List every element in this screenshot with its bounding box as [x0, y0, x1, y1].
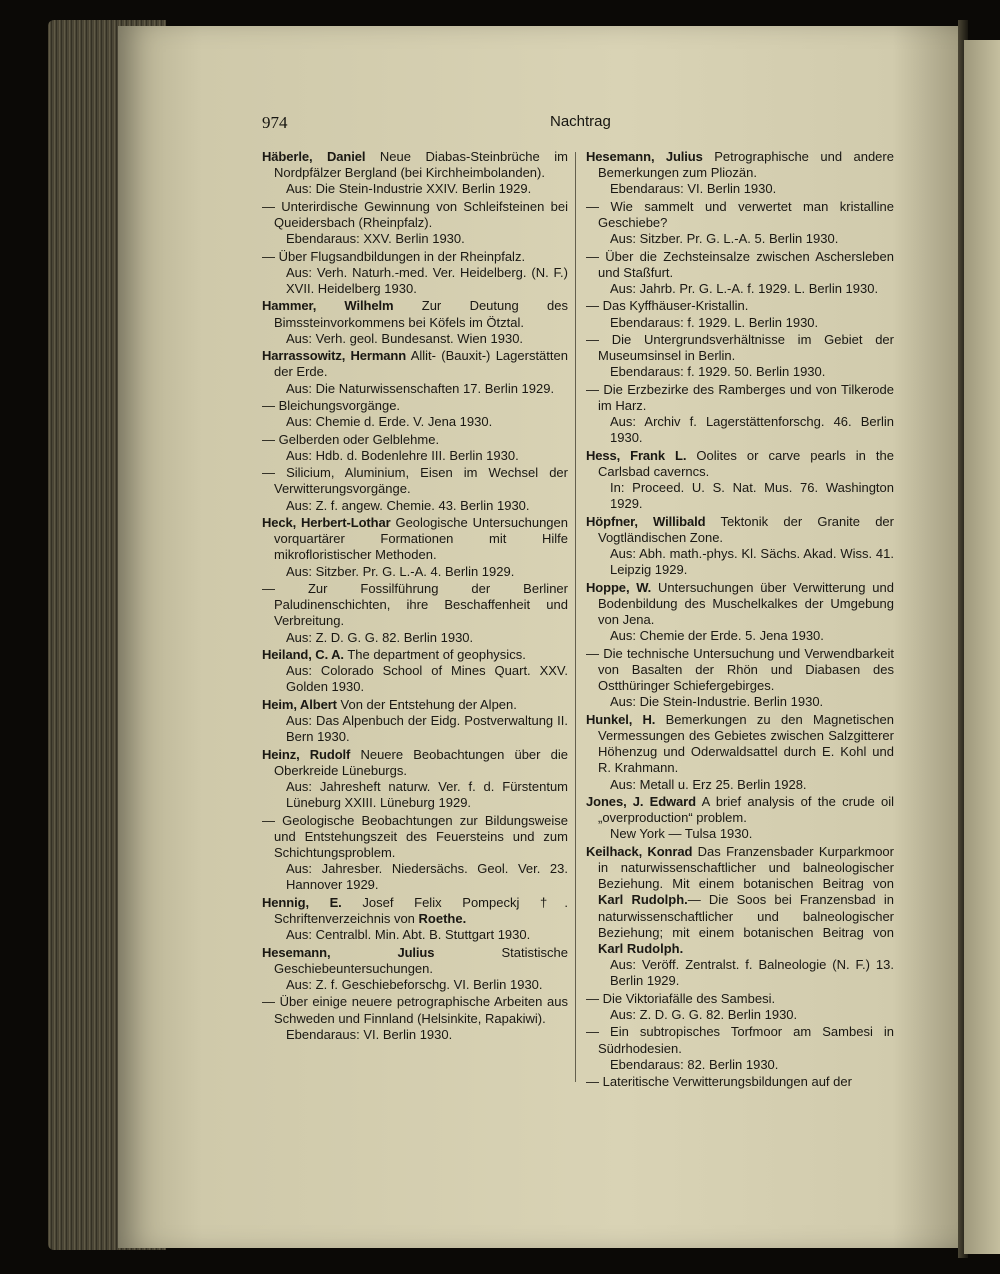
- bibliography-entry: [262, 747, 568, 812]
- bibliography-entry: [586, 844, 894, 990]
- entry-source: Aus: Sitzber. Pr. G. L.-A. 5. Berlin 1930.: [610, 231, 839, 247]
- page-number: 974: [262, 113, 288, 132]
- entry-author: Hesemann, Julius: [262, 944, 435, 960]
- entry-dash: —: [586, 645, 599, 661]
- entry-author: Hunkel, H.: [586, 711, 656, 727]
- bibliography-entry: [586, 580, 894, 645]
- entry-dash: —: [586, 1074, 599, 1090]
- page-header: [262, 113, 902, 137]
- entry-dash: —: [262, 580, 275, 596]
- entry-source: Ebendaraus: 82. Berlin 1930.: [610, 1056, 779, 1072]
- entry-source: Aus: Jahresber. Niedersächs. Geol. Ver. 23. Hannover 1929.: [286, 861, 568, 893]
- entry-source: Ebendaraus: VI. Berlin 1930.: [610, 181, 777, 197]
- entry-title: Geologische Beobachtungen zur Bildungsweise und Entstehungszeit des Feuersteins und zum Schichtungsproblem.: [274, 812, 568, 860]
- entry-dash: —: [262, 397, 275, 413]
- entry-title: Die technische Untersuchung und Verwendbarkeit von Basalten der Rhön und Diabasen des Ostthüringer Schiefergebirges.: [598, 645, 894, 694]
- entry-title-continued: — Die Soos bei Franzensbad in naturwissenschaftlicher und balneologischer Beziehung; mit einem botanischen Beitrag von: [598, 892, 895, 940]
- entry-source: Aus: Verh. geol. Bundesanst. Wien 1930.: [286, 330, 524, 346]
- bibliography-entry: [586, 991, 894, 1023]
- entry-title: The department of geophysics.: [347, 646, 526, 662]
- entry-source: Aus: Archiv f. Lagerstättenforschg. 46. Berlin 1930.: [610, 414, 894, 446]
- facing-page-edge: [964, 40, 1000, 1254]
- entry-author: Hoppe, W.: [586, 579, 652, 595]
- entry-source: Aus: Z. D. G. G. 82. Berlin 1930.: [286, 629, 474, 645]
- entry-source: Aus: Metall u. Erz 25. Berlin 1928.: [610, 776, 807, 792]
- entry-dash: —: [586, 1024, 599, 1040]
- bibliography-entry: [586, 646, 894, 711]
- entry-source: New York — Tulsa 1930.: [610, 826, 753, 842]
- entry-title: Allit- (Bauxit-) Lagerstätten der Erde.: [274, 348, 568, 380]
- bibliography-entry: [586, 298, 894, 330]
- bibliography-entry: [262, 465, 568, 514]
- entry-title: Über einige neuere petrographische Arbeiten aus Schweden und Finnland (Helsinkite, Rapakiwi).: [274, 994, 568, 1026]
- entry-title: Über die Zechsteinsalze zwischen Aschersleben und Staßfurt.: [598, 248, 894, 280]
- bibliography-entry: [586, 794, 894, 843]
- entry-title: Bleichungsvorgänge.: [278, 397, 401, 413]
- entry-title: Von der Entstehung der Alpen.: [340, 696, 517, 712]
- entry-title: Lateritische Verwitterungsbildungen auf der: [602, 1074, 852, 1090]
- entry-author: Hammer, Wilhelm: [262, 298, 394, 314]
- entry-author: Hesemann, Julius: [586, 149, 703, 164]
- entry-source: Aus: Z. f. Geschiebeforschg. VI. Berlin 1930.: [286, 976, 543, 992]
- entry-title: Neue Diabas-Steinbrüche im Nordpfälzer Bergland (bei Kirchheimbolanden).: [274, 149, 568, 181]
- entry-source: Aus: Das Alpenbuch der Eidg. Postverwaltung II. Bern 1930.: [286, 712, 568, 745]
- entry-title: Tektonik der Granite der Vogtländischen Zone.: [598, 513, 894, 545]
- bibliography-entry: [262, 199, 568, 248]
- entry-dash: —: [262, 994, 275, 1010]
- entry-title: Ein subtropisches Torfmoor am Sambesi in Südrhodesien.: [598, 1024, 894, 1056]
- bibliography-entry: [586, 149, 894, 198]
- entry-source: Aus: Die Stein-Industrie XXIV. Berlin 1929.: [286, 181, 532, 197]
- entry-dash: —: [586, 990, 599, 1006]
- entry-source: Aus: Jahrb. Pr. G. L.-A. f. 1929. L. Berlin 1930.: [610, 281, 879, 296]
- bibliography-entry: [262, 895, 568, 944]
- entry-source: Aus: Z. f. angew. Chemie. 43. Berlin 1930.: [286, 497, 530, 513]
- entry-author: Heim, Albert: [262, 696, 337, 712]
- entry-title: Wie sammelt und verwertet man kristalline Geschiebe?: [598, 198, 894, 230]
- bibliography-entry: [262, 515, 568, 580]
- entry-source: Aus: Z. D. G. G. 82. Berlin 1930.: [610, 1007, 798, 1022]
- entry-source: Aus: Veröff. Zentralst. f. Balneologie (N. F.) 13. Berlin 1929.: [610, 957, 894, 989]
- entry-source: In: Proceed. U. S. Nat. Mus. 76. Washington 1929.: [610, 480, 894, 512]
- entry-title: Untersuchungen über Verwitterung und Bodenbildung des Muschelkalkes der Umgebung von Jena.: [598, 579, 894, 628]
- entry-author: Heinz, Rudolf: [262, 746, 351, 762]
- entry-author: Höpfner, Willibald: [586, 513, 706, 529]
- entry-dash: —: [586, 248, 599, 264]
- entry-source: Aus: Verh. Naturh.-med. Ver. Heidelberg. (N. F.) XVII. Heidelberg 1930.: [286, 264, 568, 296]
- entry-title: Silicium, Aluminium, Eisen im Wechsel der Verwitterungsvorgänge.: [274, 465, 568, 497]
- bibliography-entry: [262, 813, 568, 894]
- entry-source: Aus: Die Stein-Industrie. Berlin 1930.: [610, 694, 824, 710]
- entry-title: A brief analysis of the crude oil „overproduction“ problem.: [598, 793, 895, 826]
- bibliography-entry: [262, 945, 568, 994]
- entry-title: Die Untergrundsverhältnisse im Gebiet der Museumsinsel in Berlin.: [598, 331, 894, 364]
- entry-dash: —: [262, 431, 275, 447]
- entry-author: Häberle, Daniel: [262, 149, 366, 164]
- entry-title: Petrographische und andere Bemerkungen zum Pliozän.: [598, 149, 894, 181]
- entry-dash: —: [586, 198, 599, 214]
- entry-source: Aus: Hdb. d. Bodenlehre III. Berlin 1930.: [286, 447, 519, 463]
- entry-source: Aus: Sitzber. Pr. G. L.-A. 4. Berlin 1929.: [286, 563, 515, 579]
- bibliography-entry: [586, 514, 894, 579]
- entry-author: Jones, J. Edward: [586, 793, 696, 809]
- entry-source: Aus: Centralbl. Min. Abt. B. Stuttgart 1930.: [286, 927, 531, 943]
- entry-dash: —: [262, 198, 275, 214]
- bibliography-entry: [586, 332, 894, 381]
- bibliography-entry: [586, 199, 894, 248]
- entry-dash: —: [262, 812, 275, 828]
- entry-author: Keilhack, Konrad: [586, 843, 693, 859]
- entry-author: Heiland, C. A.: [262, 646, 344, 662]
- entry-title: Über Flugsandbildungen in der Rheinpfalz.: [278, 248, 526, 264]
- entry-source: Aus: Die Naturwissenschaften 17. Berlin 1929.: [286, 380, 555, 396]
- bibliography-entry: [262, 581, 568, 646]
- entry-title: Josef Felix Pompeckj †. Schriftenverzeichnis von: [274, 894, 568, 926]
- bibliography-entry: [262, 149, 568, 198]
- bibliography-entry: [262, 697, 568, 746]
- entry-bold-name: Karl Rudolph.: [598, 941, 684, 956]
- entry-author: Hess, Frank L.: [586, 447, 687, 463]
- bibliography-entry: [586, 1024, 894, 1073]
- running-title: Nachtrag: [550, 113, 611, 130]
- bibliography-entry: [262, 348, 568, 397]
- bibliography-entry: [262, 994, 568, 1043]
- entry-title: Gelberden oder Gelblehme.: [278, 431, 440, 447]
- entry-source: Ebendaraus: f. 1929. 50. Berlin 1930.: [610, 364, 826, 380]
- bibliography-entry: [586, 448, 894, 513]
- bibliography-entry: [262, 249, 568, 298]
- entry-bold-name: Roethe.: [418, 910, 467, 926]
- entry-title: Unterirdische Gewinnung von Schleifsteinen bei Queidersbach (Rheinpfalz).: [274, 198, 568, 230]
- entry-author: Harrassowitz, Hermann: [262, 348, 407, 364]
- bibliography-entry: [262, 298, 568, 347]
- bibliography-entry: [586, 249, 894, 298]
- entry-title: Neuere Beobachtungen über die Oberkreide Lüneburgs.: [274, 746, 568, 778]
- column-divider: [575, 152, 576, 1082]
- entry-title: Oolites or carve pearls in the Carlsbad caverncs.: [598, 447, 894, 479]
- entry-title: Das Franzensbader Kurparkmoor in naturwissenschaftlicher und balneologischer Beziehung. Mit einem botanischen Beitrag von: [598, 843, 894, 892]
- entry-title: Das Kyffhäuser-Kristallin.: [602, 298, 749, 314]
- bibliography-entry: [586, 1074, 894, 1090]
- bibliography-entry: [262, 398, 568, 430]
- entry-dash: —: [586, 381, 599, 397]
- entry-title: Zur Fossilführung der Berliner Paludinenschichten, ihre Beschaffenheit und Verbreitung.: [274, 580, 568, 629]
- bibliography-entry: [262, 432, 568, 464]
- entry-source: Aus: Jahresheft naturw. Ver. f. d. Fürstentum Lüneburg XXIII. Lüneburg 1929.: [286, 778, 568, 811]
- entry-dash: —: [262, 465, 275, 481]
- entry-dash: —: [586, 298, 599, 314]
- entry-source: Ebendaraus: XXV. Berlin 1930.: [286, 231, 465, 247]
- entry-source: Aus: Chemie der Erde. 5. Jena 1930.: [610, 628, 824, 644]
- left-column: [262, 149, 568, 1044]
- bibliography-entry: [586, 382, 894, 447]
- entry-source: Ebendaraus: VI. Berlin 1930.: [286, 1026, 453, 1042]
- entry-bold-name: Karl Rudolph.: [598, 892, 688, 908]
- entry-title: Zur Deutung des Bimssteinvorkommens bei Köfels im Ötztal.: [274, 298, 568, 330]
- entry-author: Hennig, E.: [262, 894, 342, 910]
- entry-title: Die Viktoriafälle des Sambesi.: [602, 990, 776, 1006]
- entry-author: Heck, Herbert-Lothar: [262, 514, 391, 530]
- entry-dash: —: [586, 331, 599, 347]
- entry-source: Aus: Abh. math.-phys. Kl. Sächs. Akad. Wiss. 41. Leipzig 1929.: [610, 546, 894, 578]
- entry-source: Aus: Colorado School of Mines Quart. XXV. Golden 1930.: [286, 663, 568, 695]
- entry-title: Statistische Geschiebeuntersuchungen.: [274, 944, 568, 976]
- entry-title: Geologische Untersuchungen vorquartärer Formationen mit Hilfe mikrofloristischer Methoden.: [274, 514, 568, 563]
- right-column: [586, 149, 894, 1092]
- entry-source: Ebendaraus: f. 1929. L. Berlin 1930.: [610, 314, 819, 330]
- entry-source: Aus: Chemie d. Erde. V. Jena 1930.: [286, 414, 493, 430]
- entry-title: Die Erzbezirke des Ramberges und von Tilkerode im Harz.: [598, 381, 895, 413]
- bibliography-entry: [262, 647, 568, 696]
- bibliography-entry: [586, 712, 894, 793]
- entry-title: Bemerkungen zu den Magnetischen Vermessungen des Gebietes zwischen Salzgitterer Höhenzug und Oderwaldsattel durch E. Kohl und R. Krahmann.: [598, 711, 894, 776]
- entry-dash: —: [262, 248, 275, 264]
